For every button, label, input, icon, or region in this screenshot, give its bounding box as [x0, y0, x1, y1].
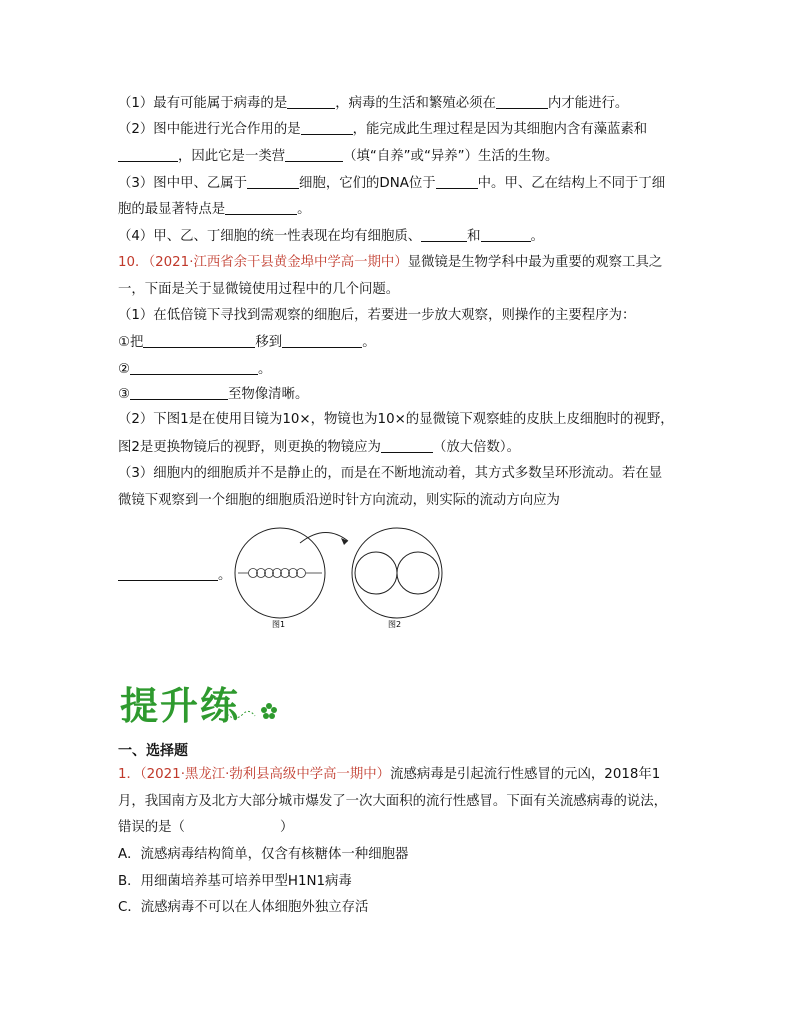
figure-1-label: 图1 — [272, 620, 286, 629]
q10-step2: ② 。 — [118, 362, 272, 377]
q10-step3: ③ 至物像清晰。 — [118, 387, 309, 402]
option-a[interactable]: A．流感病毒结构简单，仅含有核糖体一种细胞器 — [118, 847, 409, 862]
q9-part3-cont: 胞的最显著特点是 。 — [118, 202, 311, 217]
flower-decoration-icon — [225, 700, 280, 722]
q10-part3: （3）细胞内的细胞质并不是静止的，而是在不断地流动着，其方式多数呈环形流动。若在显 — [118, 466, 663, 481]
answer-blank[interactable] — [496, 94, 548, 109]
microscope-figure — [230, 525, 450, 630]
answer-blank[interactable] — [381, 438, 433, 453]
section-title: 一、选择题 — [118, 743, 188, 759]
answer-blank[interactable] — [421, 227, 467, 242]
section-banner: 提升练 — [120, 684, 241, 728]
q9-part4: （4）甲、乙、丁细胞的统一性表现在均有细胞质、 和 。 — [118, 229, 544, 244]
question-source: （2021·江西省余干县黄金埠中学高一期中） — [148, 255, 408, 270]
answer-blank[interactable] — [225, 200, 297, 215]
answer-blank[interactable] — [130, 385, 228, 400]
answer-blank[interactable] — [287, 94, 335, 109]
q10-part3-cont: 微镜下观察到一个细胞的细胞质沿逆时针方向流动，则实际的流动方向应为 — [118, 493, 560, 508]
q10-stem-cont: 一，下面是关于显微镜使用过程中的几个问题。 — [118, 282, 400, 297]
answer-blank[interactable] — [481, 227, 531, 242]
answer-blank[interactable] — [118, 566, 218, 581]
figure-2-field-of-view — [352, 528, 442, 618]
q1-stem: 1．（2021·黑龙江·勃利县高级中学高一期中）流感病毒是引起流行性感冒的元凶，2018年1 — [118, 767, 661, 782]
figure-2-label: 图2 — [388, 620, 402, 629]
q10-step1: ①把 移到 。 — [118, 335, 376, 350]
q9-part1: （1）最有可能属于病毒的是 ，病毒的生活和繁殖必须在 内才能进行。 — [118, 96, 629, 111]
q10-part3-answer: 。 — [118, 566, 231, 585]
q9-part3: （3）图中甲、乙属于 细胞，它们的DNA位于 中。甲、乙在结构上不同于丁细 — [118, 176, 666, 191]
answer-blank[interactable] — [282, 333, 362, 348]
q1-stem-end: 错误的是（ ） — [118, 820, 294, 835]
q9-part2-cont: ，因此它是一类营 （填“自养”或“异养”）生活的生物。 — [118, 147, 558, 166]
q10-stem: 10．（2021·江西省余干县黄金埠中学高一期中）显微镜是生物学科中最为重要的观察工具之 — [118, 255, 663, 270]
option-b[interactable]: B．用细菌培养基可培养甲型H1N1病毒 — [118, 874, 352, 889]
answer-blank[interactable] — [436, 174, 478, 189]
q10-part1: （1）在低倍镜下寻找到需观察的细胞后，若要进一步放大观察，则操作的主要程序为： — [118, 308, 636, 323]
figure-1-field-of-view — [235, 528, 325, 618]
option-c[interactable]: C．流感病毒不可以在人体细胞外独立存活 — [118, 900, 369, 915]
question-source: （2021·黑龙江·勃利县高级中学高一期中） — [139, 767, 391, 782]
answer-blank[interactable] — [285, 147, 343, 162]
q9-part2: （2）图中能进行光合作用的是 ，能完成此生理过程是因为其细胞内含有藻蓝素和 — [118, 122, 648, 137]
answer-blank[interactable] — [130, 360, 258, 375]
answer-blank[interactable] — [143, 333, 255, 348]
answer-blank[interactable] — [118, 147, 178, 162]
q10-part2: （2）下图1是在使用目镜为10×，物镜也为10×的显微镜下观察蛙的皮肤上皮细胞时的视野， — [118, 412, 674, 427]
answer-blank[interactable] — [301, 120, 353, 135]
answer-blank[interactable] — [247, 174, 299, 189]
arrow-icon — [300, 532, 348, 543]
q1-stem-cont: 月，我国南方及北方大部分城市爆发了一次大面积的流行性感冒。下面有关流感病毒的说法， — [118, 794, 668, 809]
q10-part2-cont: 图2是更换物镜后的视野，则更换的物镜应为 （放大倍数）。 — [118, 440, 520, 455]
